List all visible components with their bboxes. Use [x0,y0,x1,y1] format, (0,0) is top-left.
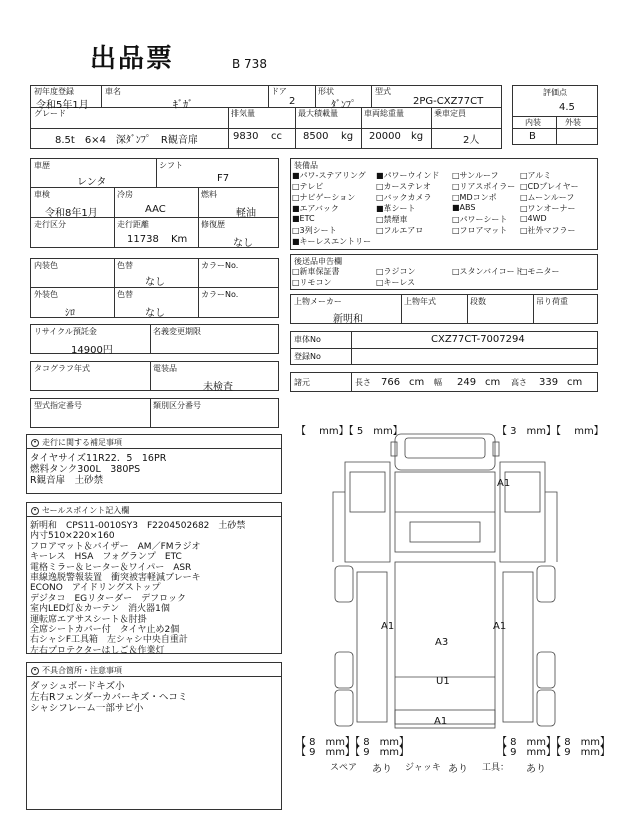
aftermarket-item: □モニター [520,267,560,276]
width-value: 249 [457,377,477,388]
tire-depth-front-left: 【 mm】【 5 mm】 [296,426,403,437]
spare-value: あり [372,764,392,775]
vin-label: 車体No [294,335,321,344]
shape-value: ﾀﾞﾝﾌﾟ [331,100,356,111]
height-label: 高さ [511,378,527,387]
score-value: 4.5 [559,102,575,113]
lot-number: B 738 [232,57,267,71]
grade-label: グレード [34,109,66,118]
aftermarket-item: □スタンバイコード [452,267,523,276]
recycle-fee-value: 14900円 [71,345,113,356]
damage-mark: U1 [436,676,450,687]
equipment-item: □ワンオーナー [520,204,576,213]
height-value: 339 [539,377,559,388]
vin-value: CXZ77CT-7007294 [431,334,525,345]
equipment-item: ■エアバック [292,204,339,213]
equipment-item: ■キーレスエントリー [292,237,372,246]
mileage-value: 11738 [127,234,159,245]
exterior-color-label: 外装色 [34,290,58,299]
equipment-item: □フルエアロ [376,226,424,235]
displacement-value: 9830 [233,131,259,142]
damage-mark: A1 [434,716,448,727]
equipment-item: □4WD [520,214,547,223]
class-number-label: 類別区分番号 [153,401,201,410]
sales-point-line: 左右プロテクターはしご＆作業灯 [30,645,165,656]
dimensions-label: 諸元 [294,378,310,387]
sales-point-line: 室内LED灯＆カーテン 消火器1個 [30,604,170,615]
length-unit: cm [409,377,425,388]
jack-value: あり [448,764,468,775]
equipment-item: □CDプレイヤー [520,182,579,191]
registration-value: 令和5年1月 [36,100,89,111]
tire-depth-rear-left-2: 【 9 mm】【 9 mm】 [296,747,410,758]
equipment-item: □バックカメラ [376,193,432,202]
aftermarket-item: □ラジコン [376,267,416,276]
exterior-pattern-value: なし [145,308,165,319]
name-value: ｷﾞｶﾞ [173,100,193,111]
history-table [30,158,279,248]
registration-label: 初年度登録 [34,87,74,96]
equipment-item: □パワーシート [452,215,508,224]
aftermarket-item: □リモコン [292,278,332,287]
model-value: 2PG-CXZ77CT [413,96,484,107]
equipment-item: □MDコンポ [452,193,497,202]
aftermarket-title: 後送品申告欄 [294,257,342,266]
tire-depth-rear-right-2: 【 9 mm】【 9 mm】 [497,747,611,758]
tacho-table [30,361,279,391]
damage-mark: A1 [497,478,511,489]
grade-value: 8.5t 6×4 深ﾀﾞﾝﾌﾟ R観音扉 [55,135,198,146]
exterior-color-value: ｼﾛ [65,308,75,319]
mileage-class-label: 走行区分 [34,220,66,229]
doors-value: 2 [289,96,296,107]
spare-label: スペア [330,763,358,773]
repair-history-value: なし [233,238,253,249]
interior-color-no-label: カラーNo. [201,261,239,270]
capacity-label: 乗車定員 [434,109,466,118]
bullet-icon: • [31,667,39,675]
equipment-item: □フロアマット [452,226,508,235]
sales-point-line: 運転席エアサスシート＆肘掛 [30,614,147,625]
aftermarket-item: □キーレス [376,278,416,287]
body-maker-label: 上物メーカー [294,297,342,306]
height-unit: cm [567,377,583,388]
repair-history-label: 修復歴 [201,220,225,229]
bullet-icon: • [31,439,39,447]
sales-point-line: キーレス HSA フォグランプ ETC [30,552,182,563]
sales-point-line: フロアマット＆バイザー AM／FMラジオ [30,541,201,552]
history-value: レンタ [77,177,107,188]
bullet-icon: • [31,507,39,515]
interior-pattern-value: なし [145,277,165,288]
electrical-value: 未検査 [203,382,233,393]
length-value: 766 [381,377,401,388]
equipment-item: □社外マフラー [520,226,576,235]
sales-point-line: 新明和 CPS11-0010SY3 F2204502682 土砂禁 [30,521,246,531]
recycle-table [30,324,279,354]
vin-table [290,331,598,365]
inspection-label: 車検 [34,190,50,199]
mileage-label: 走行距離 [117,220,149,229]
interior-label: 内装 [525,118,541,127]
interior-grade: B [529,131,536,142]
type-number-table [30,398,279,428]
name-change-label: 名義変更期限 [153,327,201,336]
sales-point-line: 電格ミラー＆ヒーター＆ワイパー ASR [30,562,192,573]
mileage-unit: Km [171,234,188,245]
tire-depth-rear-left-1: 【 8 mm】【 8 mm】 [296,737,410,748]
sales-point-line: ECONO アイドリングストップ [30,583,161,594]
load-value: 8500 [303,131,329,142]
equipment-item: □禁煙車 [376,215,408,224]
defect-line: ダッシュボードキズ小 [30,681,125,692]
width-label: 幅 [434,378,442,387]
inspection-value: 令和8年1月 [45,208,98,219]
stages-label: 段数 [470,297,486,306]
aftermarket-item: □新車保証書 [292,267,340,276]
tools-label: 工具： [482,763,510,773]
sales-point-line: デジタコ EGリターダー デフロック [30,593,186,604]
tire-depth-front-right: 【 3 mm】【 mm】 [497,426,604,437]
fuel-label: 燃料 [201,190,217,199]
defect-line: 左右Rフェンダーカバーキズ・ヘコミ [30,692,188,703]
width-unit: cm [485,377,501,388]
shape-label: 形状 [318,87,334,96]
equipment-item: □カーステレオ [376,182,431,191]
history-label: 車歴 [34,161,50,170]
page-title: 出品票 [90,44,175,74]
sales-point-line: 全席シートカバー付 タイヤ止め2個 [30,625,180,635]
shift-label: シフト [159,161,183,170]
exterior-color-no-label: カラーNo. [201,290,239,299]
doors-label: ドア [271,87,287,96]
interior-color-label: 内装色 [34,261,58,270]
vehicle-basic-table [30,85,502,149]
sales-point-line: 内寸510×220×160 [30,531,115,542]
damage-mark: A1 [381,621,395,632]
supplement-line: 燃料タンク300L 380PS [30,464,141,475]
ac-value: AAC [145,204,166,215]
equipment-title: 装備品 [294,161,318,170]
load-unit: kg [341,131,354,142]
equipment-item: □ナビゲーション [292,193,356,202]
exterior-pattern-label: 色替 [117,290,133,299]
truck-damage-diagram [295,432,595,732]
equipment-item: □ムーンルーフ [520,193,575,202]
length-label: 長さ [355,378,371,387]
gross-weight-value: 20000 [369,131,401,142]
displacement-label: 排気量 [231,109,255,118]
equipment-item: ■パワーウインド [376,171,440,180]
body-maker-table [290,294,598,324]
sales-point-line: 車線逸脱警報装置 衝突被害軽減ブレーキ [30,573,201,583]
fuel-value: 軽油 [236,208,256,219]
defects-title: 不具合箇所・注意事項 [42,666,122,675]
equipment-item: □テレビ [292,182,324,191]
gross-weight-label: 車両総重量 [364,109,404,118]
tools-value: あり [526,764,546,775]
gross-weight-unit: kg [411,131,424,142]
body-year-label: 上物年式 [404,297,436,306]
displacement-unit: cc [271,131,282,142]
supplement-line: R観音扉 土砂禁 [30,475,104,486]
equipment-item: ■ABS [452,203,476,212]
defect-line: シャシフレーム一部サビ小 [30,703,144,714]
type-approval-label: 型式指定番号 [34,401,82,410]
tire-depth-rear-right-1: 【 8 mm】【 8 mm】 [497,737,611,748]
dimensions-table [290,372,598,392]
recycle-fee-label: リサイクル預託金 [34,327,97,336]
supplement-line: タイヤサイズ11R22．5 16PR [30,453,167,464]
equipment-item: □3列シート [292,226,337,235]
equipment-item: □アルミ [520,171,552,180]
equipment-item: □サンルーフ [452,171,499,180]
name-label: 車名 [105,87,121,96]
sales-points-title: セールスポイント記入欄 [42,506,130,515]
interior-pattern-label: 色替 [117,261,133,270]
damage-mark: A3 [435,637,449,648]
tacho-label: タコグラフ年式 [34,364,90,373]
model-label: 型式 [375,87,391,96]
score-label: 評価点 [543,88,567,97]
capacity-value: 2人 [463,135,480,146]
sales-point-line: 右シャシF工具箱 左シャシ中央自重計 [30,635,188,646]
ac-label: 冷房 [117,190,133,199]
equipment-item: □リアスポイラー [452,182,516,191]
body-maker-value: 新明和 [333,314,363,325]
equipment-item: ■パワ-ステアリング [292,171,366,180]
lift-load-label: 吊り荷重 [536,297,568,306]
registration-no-label: 登録No [294,352,321,361]
colors-table [30,258,279,318]
equipment-item: ■革シート [376,204,416,213]
shift-value: F7 [217,173,230,184]
score-box [512,85,598,145]
damage-mark: A1 [493,621,507,632]
jack-label: ジャッキ [405,763,441,773]
supplement-title: 走行に関する補足事項 [42,438,122,447]
load-label: 最大積載量 [298,109,338,118]
equipment-item: ■ETC [292,214,315,223]
exterior-label: 外装 [565,118,581,127]
electrical-label: 電装品 [153,364,177,373]
